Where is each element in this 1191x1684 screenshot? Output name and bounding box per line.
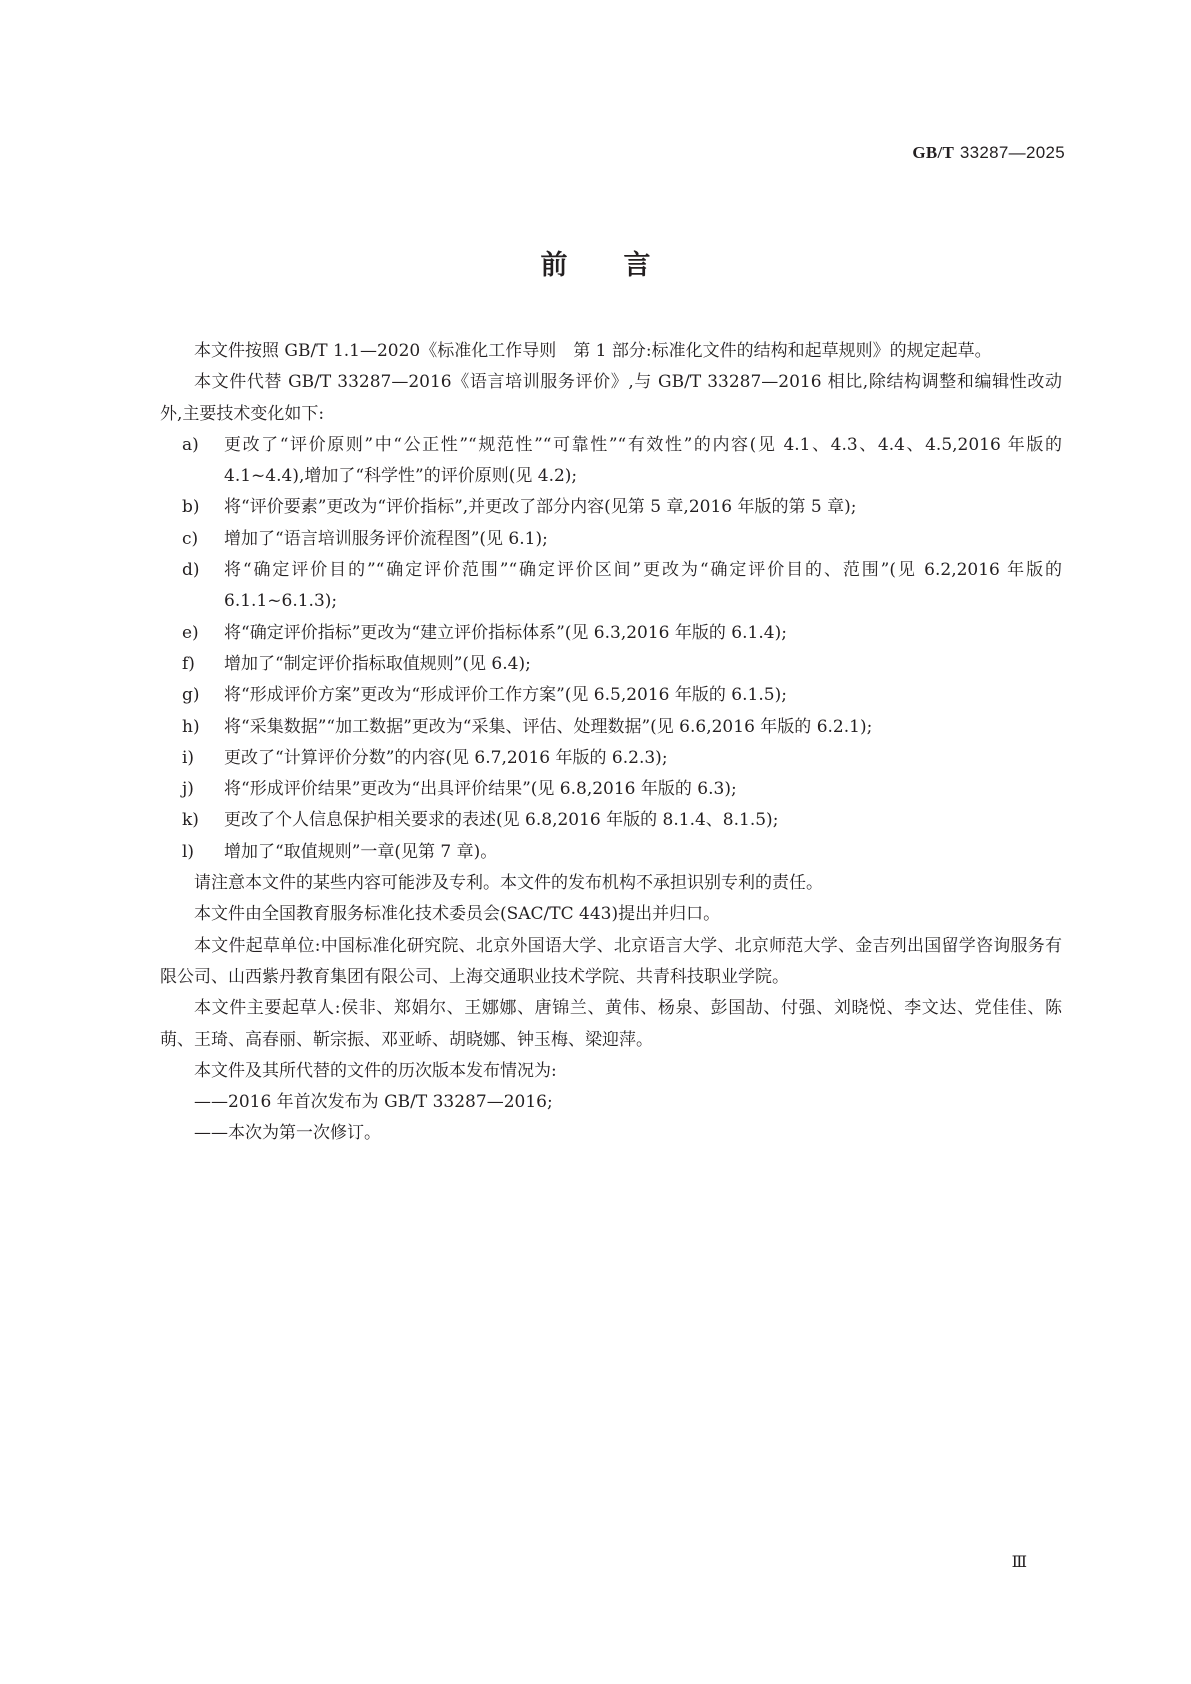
list-item-text: 增加了“制定评价指标取值规则”(见 6.4); [224,653,531,674]
patent-notice: 请注意本文件的某些内容可能涉及专利。本文件的发布机构不承担识别专利的责任。 [194,873,823,894]
list-item [160,618,1062,649]
page-title: 前言 [540,250,707,281]
list-item [160,492,1062,523]
list-item-mark: b) [182,497,200,518]
list-item-text: 将“形成评价结果”更改为“出具评价结果”(见 6.8,2016 年版的 6.3); [224,779,737,800]
list-item [160,524,1062,555]
list-item [160,837,1062,868]
history-intro: 本文件及其所代替的文件的历次版本发布情况为: [194,1060,557,1081]
drafting-organizations: 本文件起草单位:中国标准化研究院、北京外国语大学、北京语言大学、北京师范大学、金吉列出国留学咨询服务有限公司、山西紫丹教育集团有限公司、上海交通职业技术学院、共青科技职业学院。 [160,935,1062,987]
list-item-text: 更改了“计算评价分数”的内容(见 6.7,2016 年版的 6.2.3); [224,747,668,768]
list-item-text: 更改了“评价原则”中“公正性”“规范性”“可靠性”“有效性”的内容(见 4.1、4.3、4.4、4.5,2016 年版的 4.1~4.4),增加了“科学性”的评价原则(见 4.2); [224,434,1062,487]
list-item-text: 将“评价要素”更改为“评价指标”,并更改了部分内容(见第 5 章,2016 年版的第 5 章); [224,497,857,518]
list-item-mark: a) [182,434,199,455]
intro-paragraph-1: 本文件按照 GB/T 1.1—2020《标准化工作导则 第 1 部分:标准化文件的结构和起草规则》的规定起草。 [194,341,992,361]
list-item-mark: h) [182,716,200,737]
list-item [160,555,1062,618]
page-number: Ⅲ [1011,1552,1027,1571]
list-item-mark: f) [182,653,195,674]
list-item [160,774,1062,805]
changes-list [160,430,1062,868]
list-item [160,649,1062,680]
list-item-mark: g) [182,685,200,706]
proposer-statement: 本文件由全国教育服务标准化技术委员会(SAC/TC 443)提出并归口。 [194,904,721,925]
list-item [160,805,1062,836]
list-item-mark: j) [182,779,194,800]
list-item-text: 将“形成评价方案”更改为“形成评价工作方案”(见 6.5,2016 年版的 6.1.5); [224,685,787,706]
standard-prefix: GB/T [912,143,955,162]
list-item-mark: d) [182,560,200,581]
standard-code [912,143,1065,163]
intro-paragraph-2: 本文件代替 GB/T 33287—2016《语言培训服务评价》,与 GB/T 33287—2016 相比,除结构调整和编辑性改动外,主要技术变化如下: [160,372,1062,424]
history-item: ——2016 年首次发布为 GB/T 33287—2016; [194,1092,553,1113]
list-item [160,430,1062,493]
list-item-text: 将“确定评价目的”“确定评价范围”“确定评价区间”更改为“确定评价目的、范围”(见 6.2,2016 年版的 6.1.1~6.1.3); [224,560,1062,612]
list-item-mark: e) [182,622,199,643]
list-item-text: 将“采集数据”“加工数据”更改为“采集、评估、处理数据”(见 6.6,2016 年版的 6.2.1); [224,716,873,737]
list-item-text: 将“确定评价指标”更改为“建立评价指标体系”(见 6.3,2016 年版的 6.1.4); [224,622,787,643]
list-item [160,680,1062,711]
list-item [160,712,1062,743]
standard-number: 33287—2025 [959,143,1065,162]
list-item [160,743,1062,774]
list-item-text: 增加了“语言培训服务评价流程图”(见 6.1); [224,528,548,549]
drafters: 本文件主要起草人:侯非、郑娟尔、王娜娜、唐锦兰、黄伟、杨泉、彭国劼、付强、刘晓悦、李文达、党佳佳、陈萌、王琦、高春丽、靳宗振、邓亚峤、胡晓娜、钟玉梅、梁迎萍。 [160,998,1062,1050]
list-item-mark: k) [182,810,199,831]
list-item-mark: c) [182,528,199,549]
list-item-text: 更改了个人信息保护相关要求的表述(见 6.8,2016 年版的 8.1.4、8.1.5); [224,810,779,831]
list-item-mark: l) [182,841,195,862]
foreword-body [160,336,1062,1150]
list-item-text: 增加了“取值规则”一章(见第 7 章)。 [224,841,498,862]
list-item-mark: i) [182,747,195,768]
history-item: ——本次为第一次修订。 [194,1123,381,1144]
